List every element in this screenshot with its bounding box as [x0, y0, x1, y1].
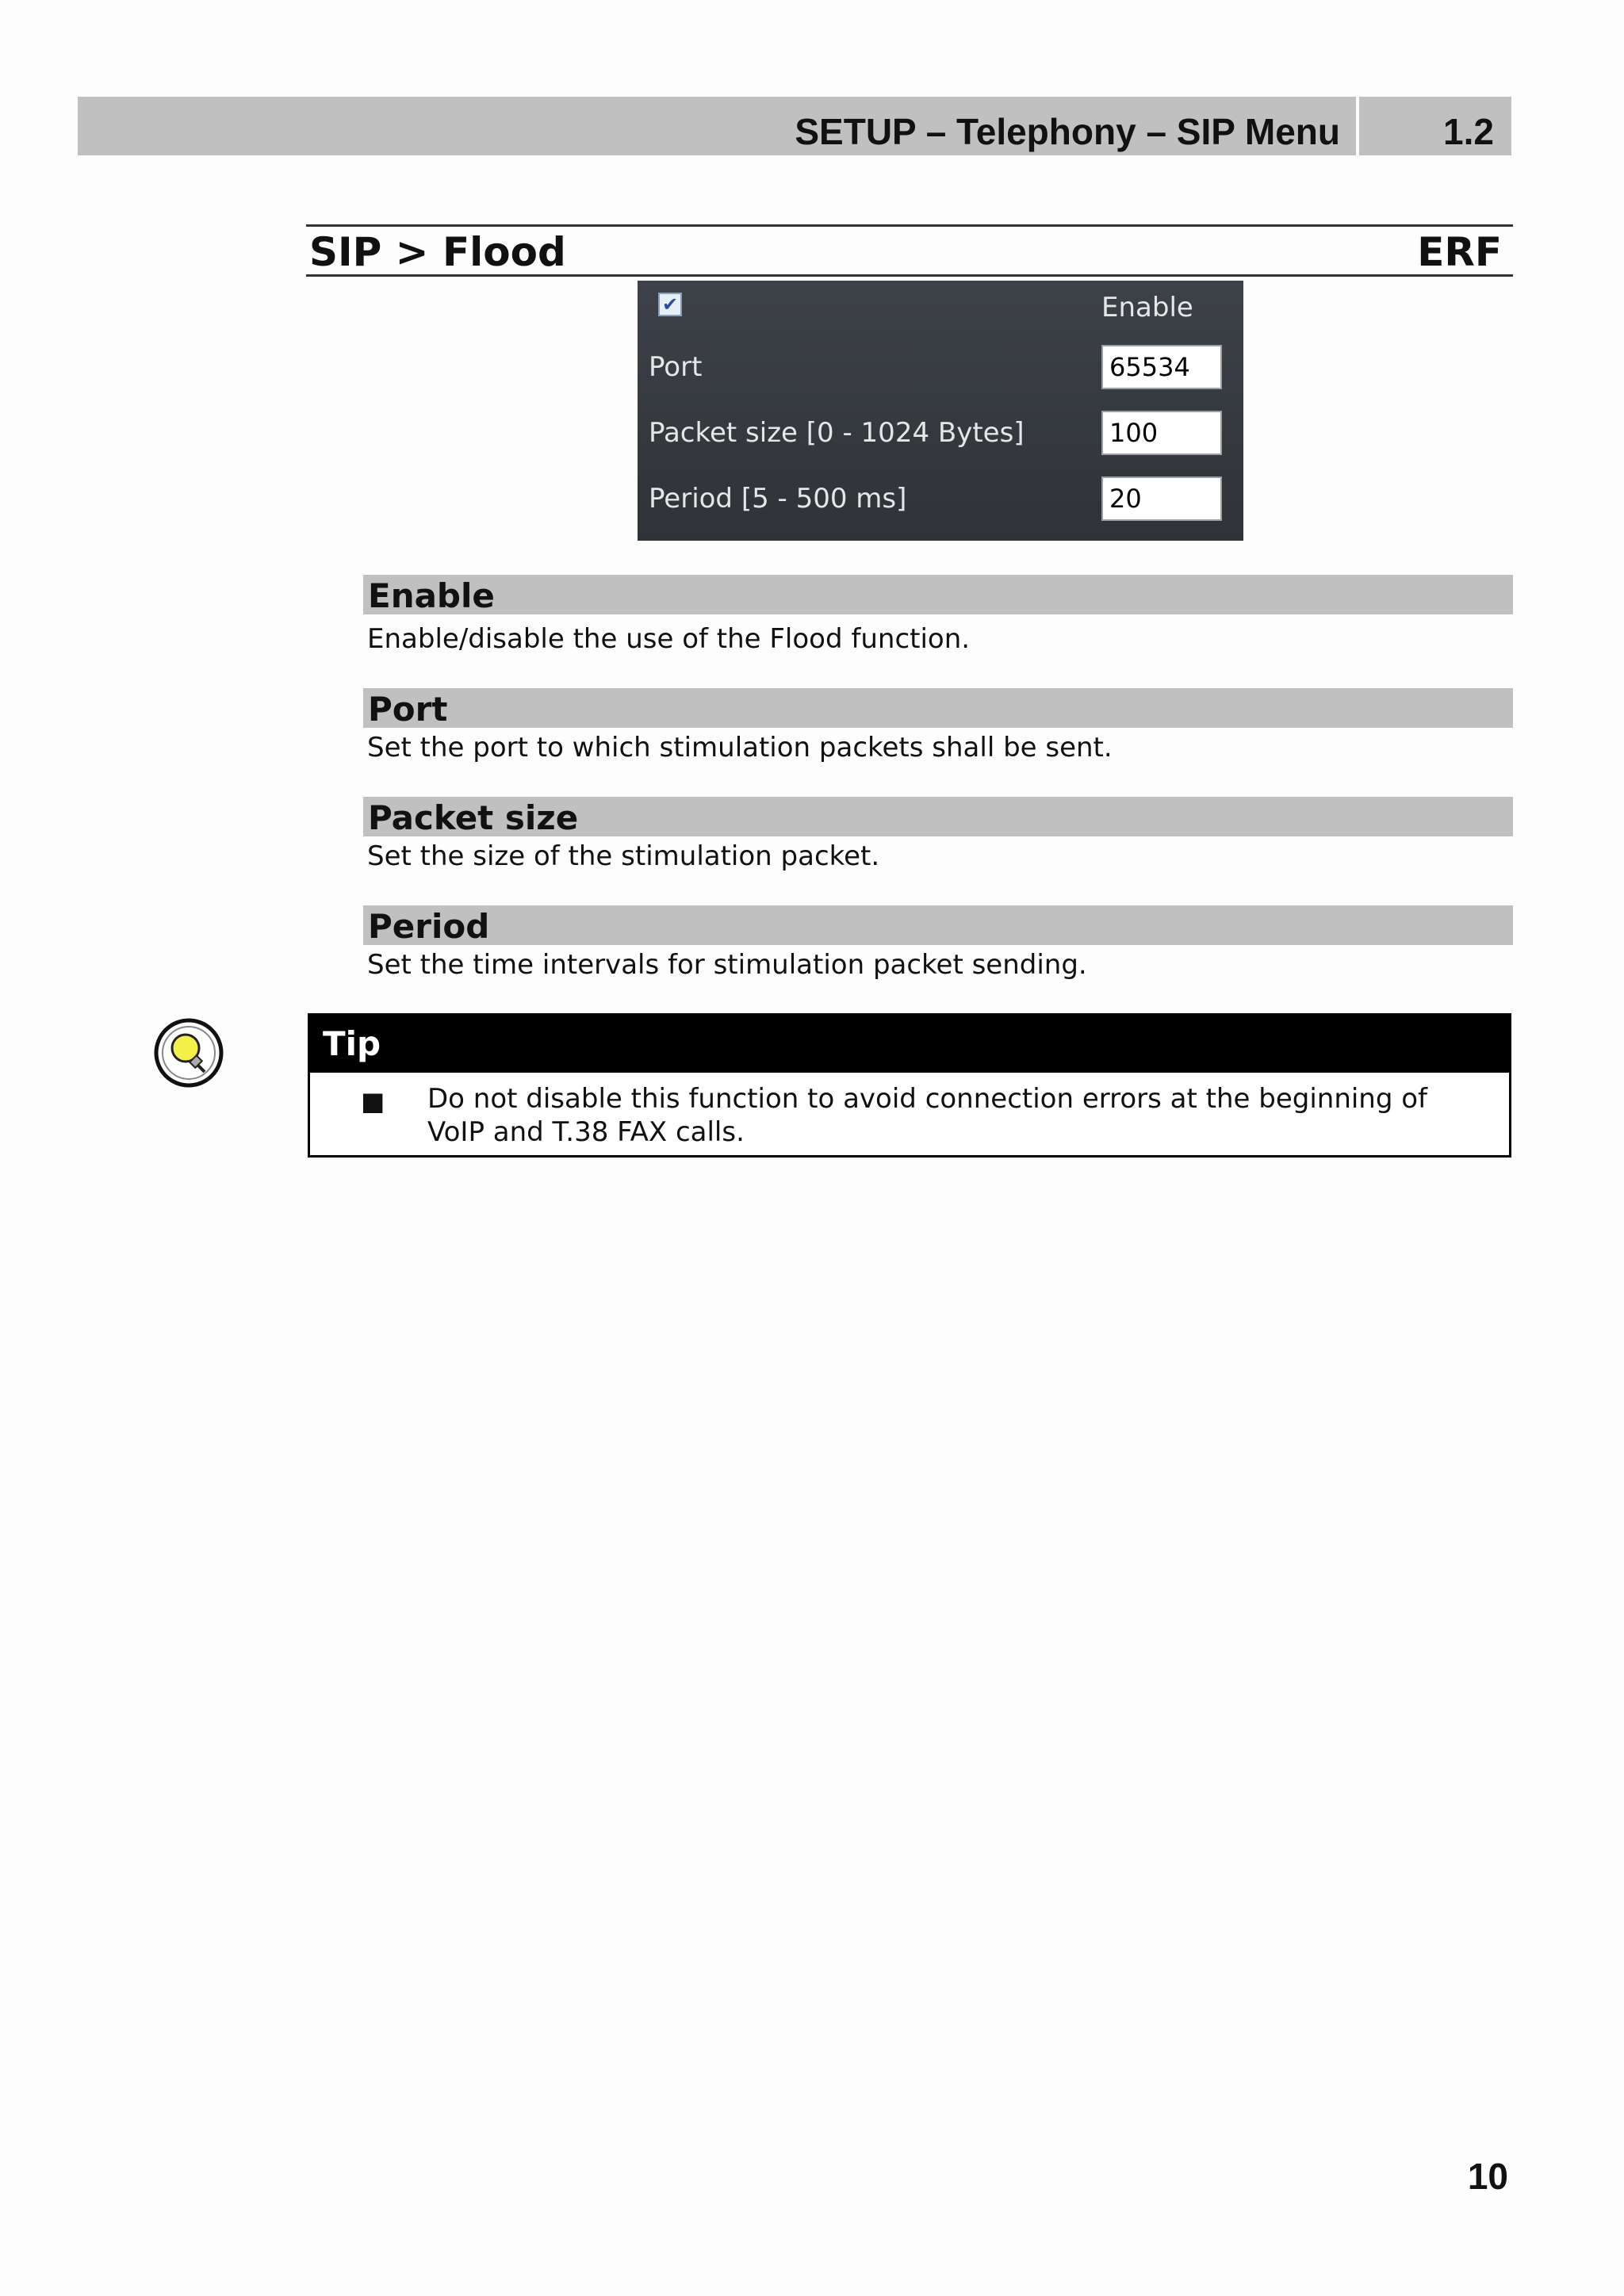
page-number: 10: [1467, 2156, 1508, 2197]
period-input[interactable]: [1101, 476, 1222, 521]
header-section-number: 1.2: [1359, 97, 1511, 155]
header-title: SETUP – Telephony – SIP Menu: [795, 111, 1340, 152]
tip-bullet-marker: ■: [361, 1086, 385, 1116]
field-description-enable: Enable/disable the use of the Flood function.: [367, 623, 971, 655]
flood-settings-panel: [638, 281, 1243, 541]
period-label: Period [5 - 500 ms]: [649, 483, 907, 515]
field-heading-packet-size: Packet size: [363, 797, 1513, 836]
tip-box: [308, 1013, 1511, 1158]
port-input[interactable]: [1101, 345, 1222, 389]
field-description-packet-size: Set the size of the stimulation packet.: [367, 840, 880, 872]
field-description-port: Set the port to which stimulation packets shall be sent.: [367, 732, 1113, 763]
section-title-text: SIP > Flood: [309, 229, 566, 275]
field-heading-enable: Enable: [363, 575, 1513, 614]
enable-label: Enable: [1101, 292, 1193, 323]
header-bar: [78, 97, 1356, 155]
section-tag: ERF: [1417, 229, 1502, 275]
tip-title: Tip: [310, 1016, 1509, 1073]
field-heading-port: Port: [363, 688, 1513, 728]
packet-size-input[interactable]: [1101, 411, 1222, 455]
section-title: [306, 224, 1513, 277]
enable-checkbox[interactable]: ✔: [658, 293, 682, 316]
tip-text: Do not disable this function to avoid connection errors at the beginning of VoIP and T.38 FAX calls.: [427, 1083, 1428, 1148]
field-description-period: Set the time intervals for stimulation packet sending.: [367, 949, 1087, 981]
port-label: Port: [649, 351, 703, 383]
lightbulb-icon: [154, 1018, 224, 1088]
packet-size-label: Packet size [0 - 1024 Bytes]: [649, 417, 1025, 449]
field-heading-period: Period: [363, 905, 1513, 945]
